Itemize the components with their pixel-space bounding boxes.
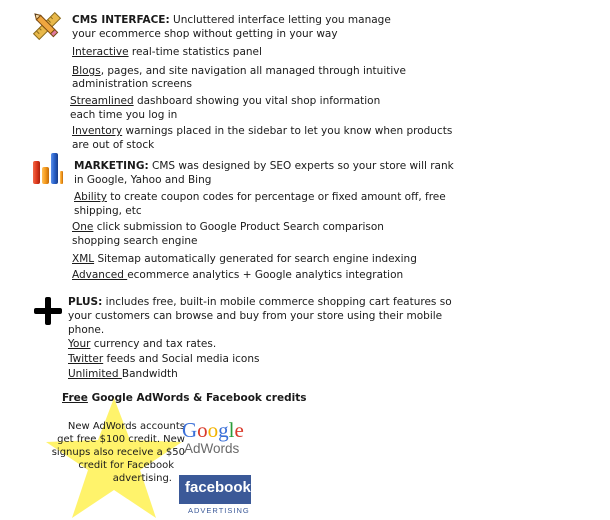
plus-intro-line3: phone. <box>68 324 105 336</box>
plus-intro-text: includes free, built-in mobile commerce shopping cart features so <box>102 296 452 308</box>
feature-text: click submission to Google Product Search comparison <box>93 221 384 233</box>
marketing-intro-line2: in Google, Yahoo and Bing <box>74 174 212 186</box>
marketing-intro <box>74 159 454 173</box>
plus-icon <box>33 296 63 326</box>
promo-line-3: signups also receive a $50 <box>51 447 185 458</box>
cms-item-streamlined <box>70 94 380 108</box>
feature-text: warnings placed in the sidebar to let you know when products <box>122 125 453 137</box>
feature-keyword: Your <box>68 338 91 350</box>
plus-item-currency <box>68 337 216 351</box>
feature-keyword: One <box>72 221 94 233</box>
cms-item-interactive <box>72 45 262 59</box>
cms-item-streamlined-line2: each time you log in <box>70 109 178 121</box>
feature-text: currency and tax rates. <box>90 338 217 350</box>
feature-text: dashboard showing you vital shop information <box>133 95 381 107</box>
promo-line-1: New AdWords accounts <box>67 421 185 432</box>
cms-intro-text: Uncluttered interface letting you manage <box>169 14 391 26</box>
cms-item-blogs <box>72 64 406 78</box>
feature-text: real-time statistics panel <box>128 46 262 58</box>
google-adwords-logo[interactable] <box>181 416 251 458</box>
feature-keyword: Advanced <box>72 269 128 281</box>
cms-item-blogs-line2: administration screens <box>72 78 192 90</box>
feature-text: to create coupon codes for percentage or fixed amount off, free <box>106 191 446 203</box>
feature-text: , pages, and site navigation all managed through intuitive <box>100 65 406 77</box>
feature-keyword: Interactive <box>72 46 129 58</box>
marketing-heading: MARKETING: <box>74 160 149 172</box>
cms-heading: CMS INTERFACE: <box>72 14 170 26</box>
marketing-item-xml <box>72 252 417 266</box>
feature-text: feeds and Social media icons <box>103 353 260 365</box>
bar-chart-icon <box>32 151 64 185</box>
adwords-word: AdWords <box>184 441 240 456</box>
cms-intro-line2: your ecommerce shop without getting in your way <box>72 28 338 40</box>
google-word: Google <box>182 418 244 442</box>
facebook-logo-box <box>179 475 251 504</box>
feature-keyword: Twitter <box>68 353 104 365</box>
marketing-intro-text: CMS was designed by SEO experts so your store will rank <box>148 160 454 172</box>
plus-heading: PLUS: <box>68 296 103 308</box>
feature-keyword: Streamlined <box>70 95 134 107</box>
promo-line-2: get free $100 credit. New <box>57 434 185 445</box>
advertising-word: ADVERTISING <box>188 506 250 515</box>
cms-item-inventory <box>72 124 452 138</box>
feature-text: Bandwidth <box>121 368 178 380</box>
credits-heading-text: Google AdWords & Facebook credits <box>87 392 307 404</box>
facebook-word: facebook <box>185 479 251 496</box>
feature-keyword: Inventory <box>72 125 123 137</box>
plus-item-twitter <box>68 352 259 366</box>
pencil-ruler-icon <box>30 10 64 42</box>
marketing-item-one-click <box>72 220 384 234</box>
plus-intro <box>68 295 452 309</box>
feature-text: ecommerce analytics + Google analytics integration <box>127 269 404 281</box>
feature-keyword: XML <box>72 253 95 265</box>
marketing-item-ability-line2: shipping, etc <box>74 205 142 217</box>
feature-text: Sitemap automatically generated for search engine indexing <box>94 253 417 265</box>
credits-keyword: Free <box>62 392 88 404</box>
marketing-item-one-click-line2: shopping search engine <box>72 235 198 247</box>
cms-intro <box>72 13 391 27</box>
feature-keyword: Unlimited <box>68 368 122 380</box>
plus-intro-line2: your customers can browse and buy from your store using their mobile <box>68 310 443 322</box>
promo-line-5: advertising. <box>112 473 172 484</box>
feature-keyword: Ability <box>74 191 107 203</box>
marketing-item-ability <box>74 190 446 204</box>
plus-item-bandwidth <box>68 367 178 381</box>
promo-line-4: credit for Facebook <box>78 460 174 471</box>
facebook-advertising-logo[interactable] <box>179 475 251 515</box>
cms-item-inventory-line2: are out of stock <box>72 139 155 151</box>
feature-keyword: Blogs <box>72 65 101 77</box>
marketing-item-advanced <box>72 268 403 282</box>
